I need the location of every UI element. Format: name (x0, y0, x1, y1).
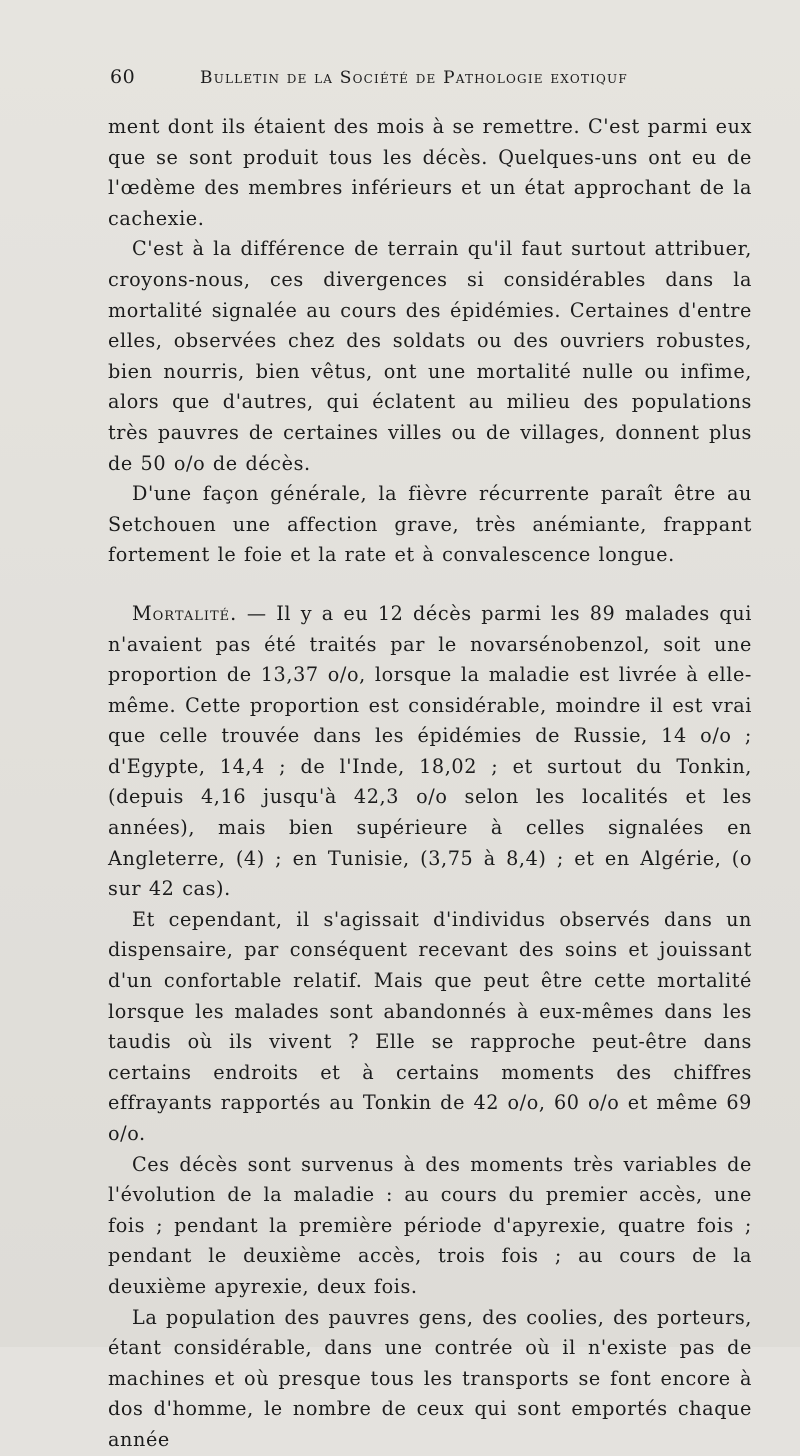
section-heading: Mortalité. (132, 601, 238, 625)
section-paragraph (108, 599, 752, 905)
paragraph: Et cependant, il s'agissait d'individus observés dans un dispensaire, par conséquent recevant des soins et jouissant d'un confortable relatif. Mais que peut être cette mortalité lorsque les malades sont abandonnés à eux-mêmes dans les taudis où ils vivent ? Elle se rapproche peut-être dans certains endroits et à certains moments des chiffres effrayants rapportés au Tonkin de 42 o/o, 60 o/o et même 69 o/o. (108, 907, 752, 1145)
section-text: — Il y a eu 12 décès parmi les 89 malades qui n'avaient pas été traités par le novarsénobenzol, soit une proportion de 13,37 o/o, lorsque la maladie est livrée à elle-même. Cette proportion est considérable, moindre il est vrai que celle trouvée dans les épidémies de Russie, 14 o/o ; d'Egypte, 14,4 ; de l'Inde, 18,02 ; et surtout du Tonkin, (depuis 4,16 jusqu'à 42,3 o/o selon les localités et les années), mais bien supérieure à celles signalées en Angleterre, (4) ; en Tunisie, (3,75 à 8,4) ; et en Algérie, (o sur 42 cas). (108, 601, 753, 901)
body-text (108, 112, 752, 1456)
paragraph: C'est à la différence de terrain qu'il faut surtout attribuer, croyons-nous, ces divergences si considérables dans la mortalité signalée au cours des épidémies. Certaines d'entre elles, observées chez des soldats ou des ouvriers robustes, bien nourris, bien vêtus, ont une mortalité nulle ou infime, alors que d'autres, qui éclatent au milieu des populations très pauvres de certaines villes ou de villages, donnent plus de 50 o/o de décès. (108, 237, 752, 475)
running-header (110, 66, 760, 98)
journal-title: Bulletin de la Société de Pathologie exotiquf (200, 68, 628, 88)
paragraph: ment dont ils étaient des mois à se remettre. C'est parmi eux que se sont produit tous les décès. Quelques-uns ont eu de l'œdème des membres inférieurs et un état approchant de la cachexie. (108, 115, 752, 230)
section-gap (108, 571, 752, 599)
paragraph: D'une façon générale, la fièvre récurrente paraît être au Setchouen une affection grave, très anémiante, frappant fortement le foie et la rate et à convalescence longue. (108, 482, 752, 567)
paragraph: La population des pauvres gens, des coolies, des porteurs, étant considérable, dans une contrée où il n'existe pas de machines et où presque tous les transports se font encore à dos d'homme, le nombre de ceux qui sont emportés chaque année (108, 1305, 752, 1451)
paragraph: Ces décès sont survenus à des moments très variables de l'évolution de la maladie : au cours du premier accès, une fois ; pendant la première période d'apyrexie, quatre fois ; pendant le deuxième accès, trois fois ; au cours de la deuxième apyrexie, deux fois. (108, 1152, 752, 1298)
page-number: 60 (110, 66, 136, 88)
